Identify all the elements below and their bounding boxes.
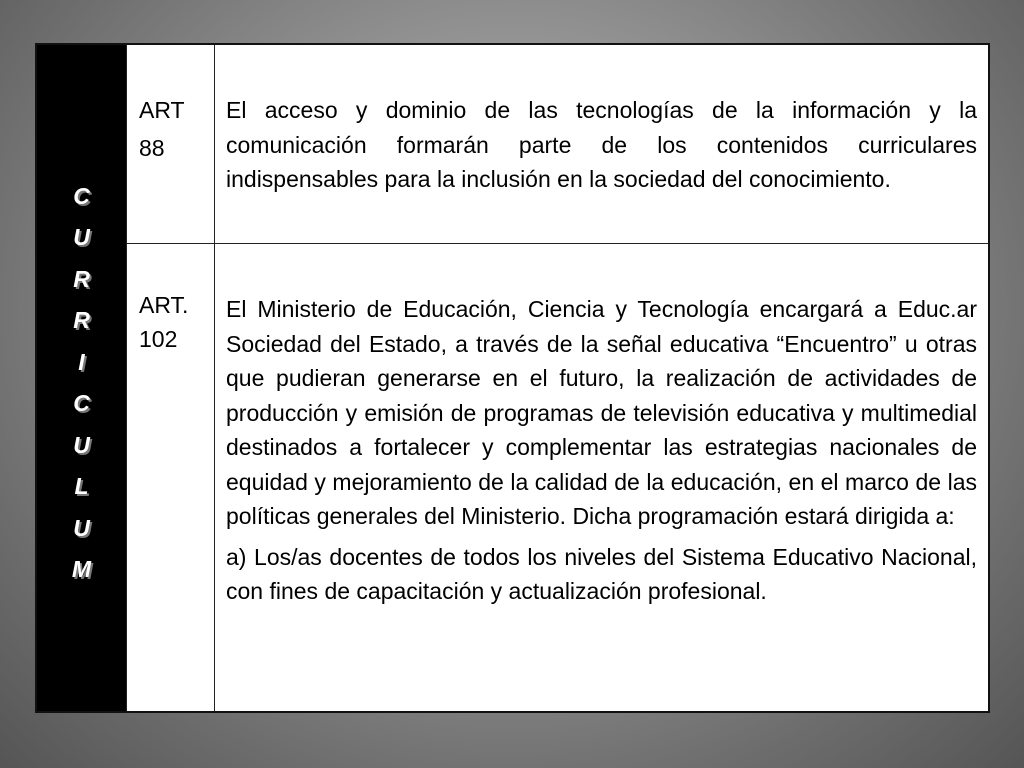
article-number: 102 <box>139 326 178 352</box>
vertical-letter: I <box>78 348 85 375</box>
vertical-letter: C <box>73 182 90 209</box>
article-number-cell <box>126 45 215 244</box>
vertical-label-curriculum <box>37 45 126 711</box>
vertical-letter: L <box>74 473 89 499</box>
curriculum-table <box>35 43 990 713</box>
article-number: 88 <box>139 135 165 161</box>
vertical-letter: U <box>73 224 90 250</box>
article-paragraph: a) Los/as docentes de todos los niveles del Sistema Educativo Nacional, con fines de capacitación y actualización profesional. <box>226 543 977 604</box>
vertical-letter: U <box>73 431 90 458</box>
article-paragraph: El Ministerio de Educación, Ciencia y Tecnología encargará a Educ.ar Sociedad del Estado, a través de la señal educativa “Encuentro” u otras que pudieran generarse en el futuro, la realización de actividades de producción y emisión de programas de televisión educativa y multimedial destinados a fortalecer y complementar las estrategias nacionales de equidad y mejoramiento de la calidad de la educación, en el marco de las políticas generales del Ministerio. Dicha programación estará dirigida a: <box>226 296 977 529</box>
article-paragraph: El acceso y dominio de las tecnologías de la información y la comunicación formarán parte de los contenidos curriculares indispensables para la inclusión en la sociedad del conocimiento. <box>226 97 977 192</box>
article-label: ART <box>139 97 185 123</box>
article-text-cell <box>215 244 988 711</box>
article-number-cell <box>126 244 215 711</box>
vertical-letter: R <box>73 265 90 292</box>
article-text-cell <box>215 45 988 244</box>
vertical-letter: M <box>71 556 92 582</box>
article-label: ART. <box>139 292 189 318</box>
vertical-letter: C <box>73 390 90 416</box>
vertical-letter: U <box>73 514 90 541</box>
vertical-letter: R <box>73 307 90 333</box>
